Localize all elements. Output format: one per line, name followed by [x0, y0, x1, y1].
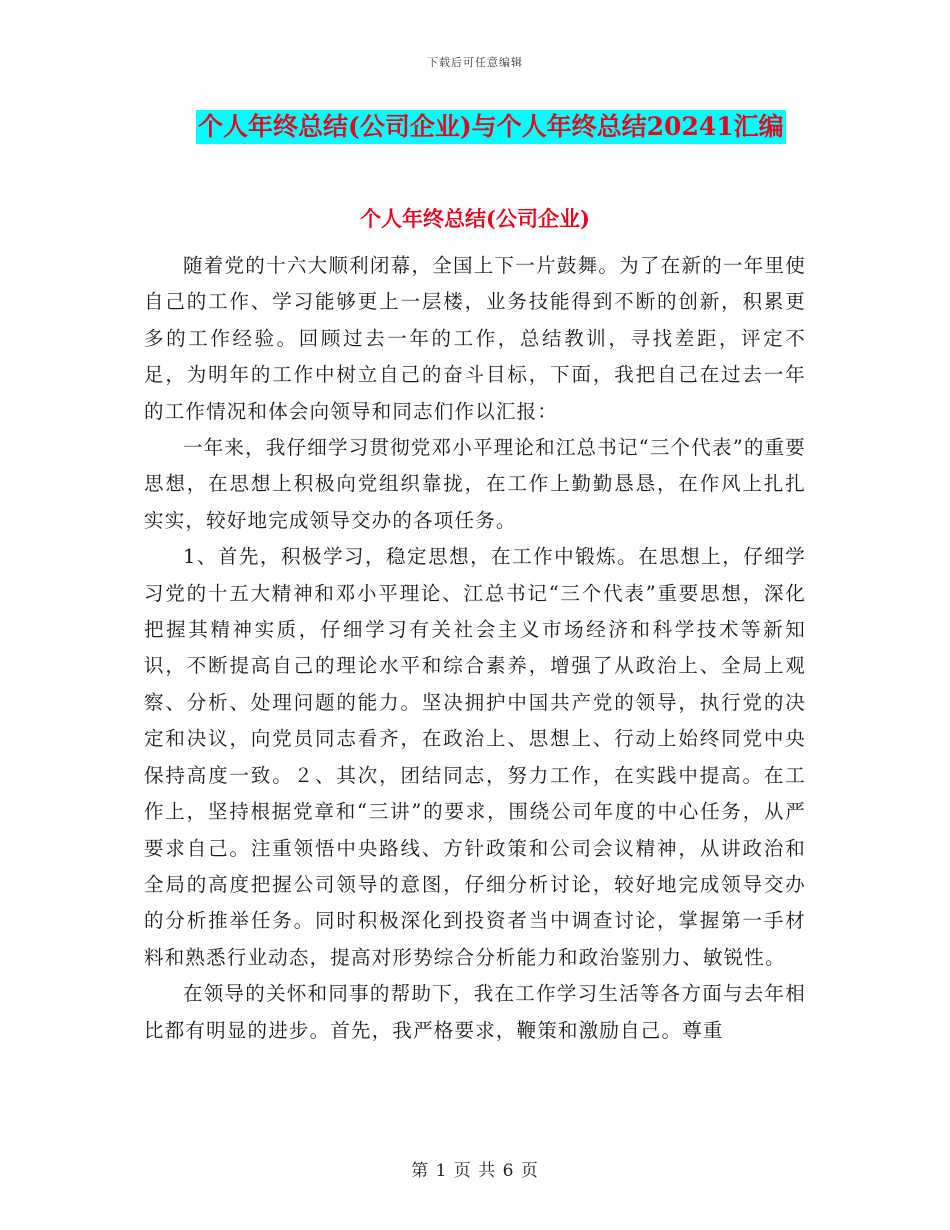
- paragraph-intro: 随着党的十六大顺利闭幕，全国上下一片鼓舞。为了在新的一年里使自己的工作、学习能够更上一层楼，业务技能得到不断的创新，积累更多的工作经验。回顾过去一年的工作，总结教训，寻找差距，评定不足，为明年的工作中树立自己的奋斗目标，下面，我把自己在过去一年的工作情况和体会向领导和同志们作以汇报：: [144, 254, 806, 423]
- section-title: 个人年终总结(公司企业): [360, 206, 590, 231]
- paragraph-study: 一年来，我仔细学习贯彻党邓小平理论和江总书记“三个代表”的重要思想，在思想上积极向党组织靠拢，在工作上勤勤恳恳，在作风上扎扎实实，较好地完成领导交办的各项任务。: [144, 436, 806, 532]
- paragraph-first-second: 1、首先，积极学习，稳定思想，在工作中锻炼。在思想上，仔细学习党的十五大精神和邓小平理论、江总书记“三个代表”重要思想，深化把握其精神实质，仔细学习有关社会主义市场经济和科学技术等新知识，不断提高自己的理论水平和综合素养，增强了从政治上、全局上观察、分析、处理问题的能力。坚决拥护中国共产党的领导，执行党的决定和决议，向党员同志看齐，在政治上、思想上、行动上始终同党中央保持高度一致。２、其次，团结同志，努力工作，在实践中提高。在工作上，坚持根据党章和“三讲”的要求，围绕公司年度的中心任务，从严要求自己。注重领悟中央路线、方针政策和公司会议精神，从讲政治和全局的高度把握公司领导的意图，仔细分析讨论，较好地完成领导交办的分析推举任务。同时积极深化到投资者当中调查讨论，掌握第一手材料和熟悉行业动态，提高对形势综合分析能力和政治鉴别力、敏锐性。: [144, 545, 806, 969]
- paragraph-progress: 在领导的关怀和同事的帮助下，我在工作学习生活等各方面与去年相比都有明显的进步。首先，我严格要求，鞭策和激励自己。尊重: [144, 982, 806, 1042]
- page-number: 第 1 页 共 6 页: [411, 1161, 539, 1181]
- header-note: 下载后可任意编辑: [427, 56, 523, 69]
- document-title: 个人年终总结(公司企业)与个人年终总结20241汇编: [196, 110, 786, 144]
- document-body: [144, 248, 806, 1049]
